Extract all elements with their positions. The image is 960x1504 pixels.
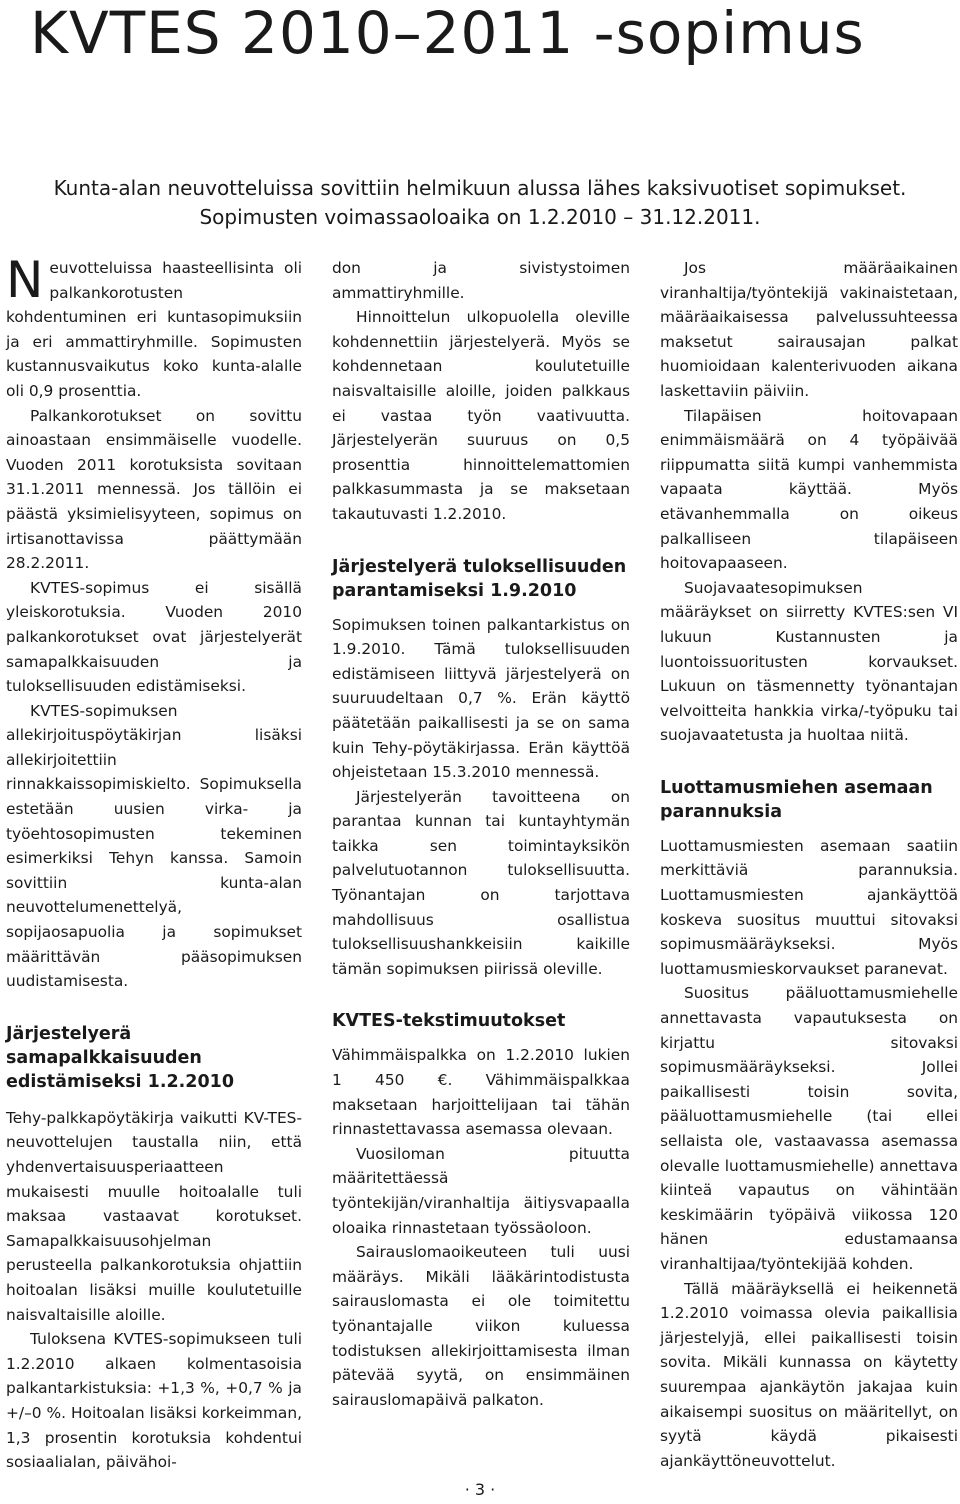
col2-paragraph-1: don ja sivistystoimen ammattiryhmille. [332, 259, 630, 302]
spacer [332, 603, 630, 613]
col3-paragraph-5: Suositus pääluottamusmiehelle annettavasta vapautuksesta on kirjattu sitovaksi sopimusmääräykseksi. Jollei paikallisesti toisin sovita, pääluottamusmiehelle (tai ellei sellaista ole, vastaavassa asemassa olevalle luottamusmiehelle) annettava kiinteä vapautus on vähintään keskimäärin työpäivä viikossa 120 hänen edustamaansa viranhaltijaa/työntekijää kohden. [660, 984, 958, 1273]
col1-paragraph-4: KVTES-sopimuksen allekirjoituspöytäkirjan lisäksi allekirjoitettiin rinnakkaissopimiskielto. Sopimuksella estetään uusien virka- ja työehtosopimusten tekeminen esimerkiksi Tehyn kanssa. Samoin sovittiin kunta-alan neuvottelumenettelyä, sopijaosapuolia ja sopimukset määrittävän pääsopimuksen uudistamisesta. [6, 701, 302, 991]
col2-paragraph-6: Vuosiloman pituutta määritettäessä työntekijän/viranhaltija äitiysvapaalla oloaika rinnastetaan työssäoloon. [332, 1144, 630, 1237]
col2-paragraph-2: Hinnoittelun ulkopuolella oleville kohdennettiin järjestelyerä. Myös se kohdennetaan koulutetuille naisvaltaisille aloille, joiden palkkaus ei vastaa työn vaativuutta. Järjestelyerän suuruus on 0,5 prosenttia hinnoittelemattomien palkkasummasta ja se maksetaan takautuvasti 1.2.2010. [332, 308, 630, 523]
col3-paragraph-1: Jos määräaikainen viranhaltija/työntekijä vakinaistetaan, määräaikaisessa palvelussuhteessa maksetut sairausajan palkat huomioidaan kalenterivuoden aikana laskettaviin päiviin. [660, 259, 958, 400]
lead-line-1: Kunta-alan neuvotteluissa sovittiin helmikuun alussa lähes kaksivuotiset sopimukset. [53, 176, 907, 200]
section-heading-tekstimuutokset: KVTES-tekstimuutokset [332, 1011, 566, 1032]
col3-paragraph-4: Luottamusmiesten asemaan saatiin merkittäviä parannuksia. Luottamusmiesten ajankäyttöä koskeva suositus muuttui sitovaksi sopimusmääräykseksi. Myös luottamusmieskorvaukset paranevat. [660, 836, 958, 978]
intro-text: euvotteluissa haasteellisinta oli palkankorotusten kohdentuminen eri kuntasopimuksiin ja eri ammattiryhmille. Sopimusten kustannusvaikutus koko kunta-alalle oli 0,9 prosenttia. [6, 259, 302, 400]
spacer [332, 1033, 630, 1043]
col2-paragraph-7: Sairauslomaoikeuteen tuli uusi määräys. Mikäli lääkärintodistusta sairauslomasta ei ole toimitettu työnantajalle viikon kuluessa todistuksen allekirjoittamisesta ilman pätevää syytä, on ensimmäinen sairauslomapäivä palkaton. [332, 1243, 630, 1409]
section-heading-tuloksellisuus: Järjestelyerä tuloksellisuuden parantamiseksi 1.9.2010 [332, 556, 627, 601]
column-2 [332, 256, 630, 1412]
col1-paragraph-3: KVTES-sopimus ei sisällä yleiskorotuksia. Vuoden 2010 palkankorotukset ovat järjestelyerät samapalkkaisuuden ja tuloksellisuuden edistämiseksi. [6, 578, 302, 696]
spacer [332, 981, 630, 1009]
col3-paragraph-2: Tilapäisen hoitovapaan enimmäismäärä on 4 työpäivää riippumatta siitä kumpi vanhemmista vapaata käyttää. Myös etävanhemmalla on oikeus palkalliseen tilapäiseen hoitovapaaseen. [660, 406, 958, 573]
section-heading-samapalkkaisuus: Järjestelyerä samapalkkaisuuden edistämiseksi 1.2.2010 [6, 1023, 235, 1092]
spacer [660, 824, 958, 834]
spacer [660, 748, 958, 776]
column-1 [6, 251, 302, 1475]
col2-paragraph-4: Järjestelyerän tavoitteena on parantaa kunnan tai kuntayhtymän taikka sen toimintayksikön palvelutuotannon tuloksellisuutta. Työnantajan on tarjottava mahdollisuus osallistua tuloksellisuushankkeisiin kaikille tämän sopimuksen piirissä oleville. [332, 787, 630, 978]
col1-paragraph-5: Tehy-palkkapöytäkirja vaikutti KV-TES-neuvottelujen taustalla niin, että yhdenvertaisuusperiaatteen mukaisesti muulle hoitoalalle tuli maksaa vastaavat korotukset. Samapalkkaisuusohjelman perusteella palkankorotuksia ohjattiin hoitoalan lisäksi muille koulutetuille naisvaltaisille aloille. [6, 1108, 302, 1324]
col3-paragraph-3: Suojavaatesopimuksen määräykset on siirretty KVTES:sen VI lukuun Kustannusten ja luontoissuoritusten korvaukset. Lukuun on täsmennetty työnantajan velvoitteita hankkia virka/-työpuku tai suojavaatetusta ja huoltaa niitä. [660, 578, 958, 745]
lead-paragraph [0, 174, 960, 232]
col2-paragraph-3: Sopimuksen toinen palkantarkistus on 1.9.2010. Tämä tuloksellisuuden edistämiseen liittyvä järjestelyerä on suuruudeltaan 0,7 %. Erän käyttö päätetään paikallisesti ja se on sama kuin Tehy-pöytäkirjassa. Erän käyttöä ohjeistetaan 15.3.2010 mennessä. [332, 615, 630, 782]
spacer [6, 994, 302, 1022]
col2-paragraph-5: Vähimmäispalkka on 1.2.2010 lukien 1 450 €. Vähimmäispalkkaa maksetaan harjoittelijaan tai tähän rinnastettavassa asemassa olevaan. [332, 1046, 630, 1139]
column-3 [660, 256, 958, 1473]
page-number: · 3 · [464, 1480, 496, 1499]
intro-paragraph [6, 251, 302, 404]
col1-paragraph-6: Tuloksena KVTES-sopimukseen tuli 1.2.2010 alkaen kolmentasoisia palkantarkistuksia: +1,3 %, +0,7 % ja +/–0 %. Hoitoalan lisäksi korkeimman, 1,3 prosentin korotuksia kohdentui sosiaalialan, päivähoi- [6, 1330, 302, 1472]
lead-line-2: Sopimusten voimassaoloaika on 1.2.2010 – 31.12.2011. [199, 205, 761, 229]
spacer [6, 1094, 302, 1106]
section-heading-luottamusmies: Luottamusmiehen asemaan parannuksia [660, 777, 933, 822]
spacer [332, 527, 630, 555]
drop-cap: N [6, 251, 44, 309]
col3-paragraph-6: Tällä määräyksellä ei heikennetä 1.2.2010 voimassa olevia paikallisia järjestelyjä, ellei paikallisesti toisin sovita. Mikäli kunnassa on käytetty suurempaa ajankäytön jakajaa kuin aikaisempi suositus on määritellyt, on syytä käydä pikaisesti ajankäyttöneuvottelut. [660, 1279, 958, 1470]
col1-paragraph-2: Palkankorotukset on sovittu ainoastaan ensimmäiselle vuodelle. Vuoden 2011 korotuksista sovitaan 31.1.2011 mennessä. Jos tällöin ei päästä yksimielisyyteen, sopimus on irtisanottavissa päättymään 28.2.2011. [6, 406, 302, 573]
page-title: KVTES 2010–2011 -sopimus [30, 0, 865, 67]
